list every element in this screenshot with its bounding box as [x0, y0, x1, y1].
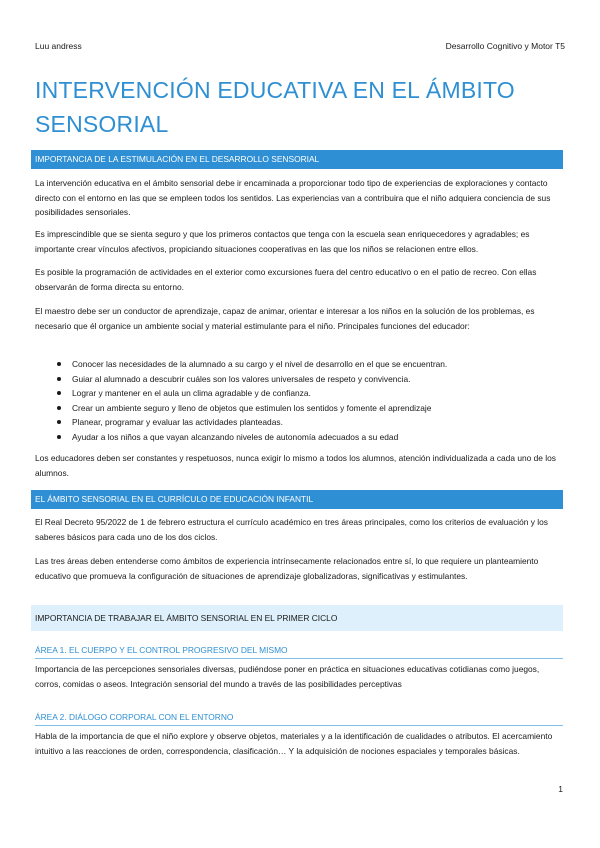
- page-header: [35, 41, 565, 51]
- educator-functions-list: [35, 357, 563, 444]
- list-item: Conocer las necesidades de la alumnado a su cargo y el nivel de desarrollo en el que se encuentran.: [35, 357, 563, 372]
- bullet-icon: [57, 420, 61, 424]
- area2-title: ÁREA 2. DIÁLOGO CORPORAL CON EL ENTORNO: [35, 712, 563, 726]
- list-item: Planear, programar y evaluar las actividades planteadas.: [35, 415, 563, 430]
- header-course: Desarrollo Cognitivo y Motor T5: [445, 41, 565, 51]
- list-item: Ayudar a los niños a que vayan alcanzando niveles de autonomía adecuados a su edad: [35, 430, 563, 445]
- paragraph-maestro: El maestro debe ser un conductor de aprendizaje, capaz de animar, orientar e interesar a los niños en la solución de los problemas, es necesario que él organice un ambiente social y material estimulante para el niño. Principales funciones del educador:: [35, 306, 535, 331]
- paragraph-area1: Importancia de las percepciones sensoriales diversas, pudiéndose poner en práctica en situaciones educativas cotidianas como juegos, corros, comidas o aseos. Integración sensorial del mundo a través de las posibilidades perceptivas: [35, 664, 540, 689]
- paragraph-educadores: Los educadores deben ser constantes y respetuosos, nunca exigir lo mismo a todos los alumnos, atención individualizada a cada uno de los alumnos.: [35, 453, 556, 478]
- paragraph-intervencion: La intervención educativa en el ámbito sensorial debe ir encaminada a proporcionar todo tipo de experiencias de exploraciones y contacto directo con el entorno en las que se empleen todos los sentidos. Las experiencias van a contribuira que el niño adquiera conciencia de sus posibilidades sensoriales.: [35, 178, 551, 217]
- list-item: Crear un ambiente seguro y lleno de objetos que estimulen los sentidos y fomente el aprendizaje: [35, 401, 563, 416]
- page-number: 1: [558, 784, 563, 794]
- paragraph-seguridad: Es imprescindible que se sienta seguro y que los primeros contactos que tenga con la escuela sean enriquecedores y agradables; es importante crear vínculos afectivos, propiciando situaciones cooperativas en las que los niños se relacionen entre ellos.: [35, 229, 530, 254]
- section-heading-estimulacion: IMPORTANCIA DE LA ESTIMULACIÓN EN EL DESARROLLO SENSORIAL: [31, 150, 563, 169]
- paragraph-real-decreto: El Real Decreto 95/2022 de 1 de febrero estructura el currículo académico en tres áreas principales, como los criterios de evaluación y los saberes básicos para cada uno de los dos ciclos.: [35, 517, 548, 542]
- bullet-icon: [57, 391, 61, 395]
- bullet-icon: [57, 435, 61, 439]
- bullet-icon: [57, 406, 61, 410]
- document-title: INTERVENCIÓN EDUCATIVA EN EL ÁMBITO SENSORIAL: [35, 77, 515, 137]
- list-item: Lograr y mantener en el aula un clima agradable y de confianza.: [35, 386, 563, 401]
- section-heading-primer-ciclo: IMPORTANCIA DE TRABAJAR EL ÁMBITO SENSORIAL EN EL PRIMER CICLO: [31, 605, 563, 631]
- bullet-icon: [57, 362, 61, 366]
- paragraph-actividades-exterior: Es posible la programación de actividades en el exterior como excursiones fuera del centro educativo o en el patio de recreo. Con ellas observarán de forma directa su entorno.: [35, 267, 537, 292]
- list-item: Guiar al alumnado a descubrir cuáles son los valores universales de respeto y convivencia.: [35, 372, 563, 387]
- area1-title: ÁREA 1. EL CUERPO Y EL CONTROL PROGRESIVO DEL MISMO: [35, 645, 563, 659]
- paragraph-tres-areas: Las tres áreas deben entenderse como ámbitos de experiencia intrínsecamente relacionados entre sí, lo que requiere un planteamiento educativo que promueva la configuración de situaciones de aprendizaje globalizadoras, significativas y estimulantes.: [35, 556, 539, 581]
- header-author: Luu andress: [35, 41, 82, 51]
- paragraph-area2: Habla de la importancia de que el niño explore y observe objetos, materiales y a la identificación de cualidades o atributos. El acercamiento intuitivo a las reacciones de orden, correspondencia, clasificación… Y la adquisición de nociones espaciales y temporales básicas.: [35, 731, 553, 756]
- section-heading-curriculo: EL ÁMBITO SENSORIAL EN EL CURRÍCULO DE EDUCACIÓN INFANTIL: [31, 490, 563, 509]
- bullet-icon: [57, 377, 61, 381]
